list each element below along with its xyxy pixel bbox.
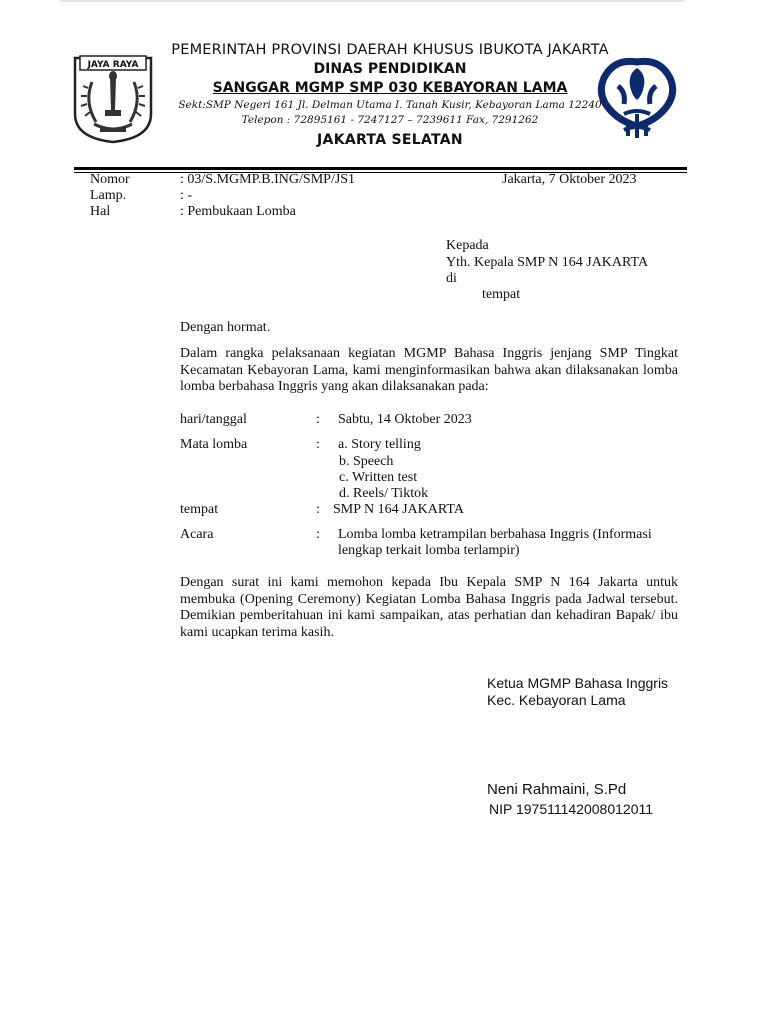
closing-paragraph: Dengan surat ini kami memohon kepada Ibu Kepala SMP N 164 Jakarta untuk membuka (Opening Ceremony) Kegiatan Lomba Bahasa Inggris pada Jadwal tersebut. Demikian pemberitahuan ini kami sampaikan, atas perhatian dan kehadiran Bapak/ ibu kami ucapkan terima kasih. [180,575,678,640]
signatory-name: Neni Rahmaini, S.Pd [487,781,627,798]
letterhead-city: JAKARTA SELATAN [317,132,463,148]
greeting: Dengan hormat. [180,320,271,335]
nomor-value: : 03/S.MGMP.B.ING/SMP/JS1 [180,172,356,187]
event-label: Acara [180,527,214,542]
place-value: SMP N 164 JAKARTA [333,502,464,517]
letterhead-rule-thick [74,167,687,170]
contest-item: b. Speech [339,454,394,469]
letterhead-phone: Telepon : 72895161 - 7247127 – 7239611 Fax, 7291262 [241,114,539,126]
contest-item: d. Reels/ Tiktok [339,486,429,501]
signatory-nip: NIP 197511142008012011 [489,801,654,817]
place-colon: : [316,502,320,517]
event-colon: : [316,527,320,542]
nomor-label: Nomor [90,172,130,187]
place-label: tempat [180,502,219,517]
lamp-label: Lamp. [90,188,127,203]
contest-item: a. Story telling [338,437,421,452]
page-top-border [60,0,685,2]
letterhead-department: DINAS PENDIDIKAN [313,61,467,77]
jakarta-emblem-logo [72,52,154,144]
recipient-name: Yth. Kepala SMP N 164 JAKARTA [446,255,649,270]
day-label: hari/tanggal [180,412,247,427]
event-value-line1: Lomba lomba ketrampilan berbahasa Inggris (Informasi [338,527,652,542]
day-colon: : [316,412,320,427]
letterhead-government: PEMERINTAH PROVINSI DAERAH KHUSUS IBUKOTA JAKARTA [171,42,609,58]
contest-item: c. Written test [339,470,418,485]
logo-motto-text: JAYA RAYA [87,60,139,70]
lamp-value: : - [180,188,193,203]
event-value-line2: lengkap terkait lomba terlampir) [338,543,520,558]
hal-label: Hal [90,204,111,219]
hal-value: : Pembukaan Lomba [180,204,296,219]
contest-label: Mata lomba [180,437,248,452]
place-date: Jakarta, 7 Oktober 2023 [502,172,637,187]
letterhead [160,40,620,152]
recipient-kepada: Kepada [446,238,489,253]
signature-title-2: Kec. Kebayoran Lama [487,692,626,708]
letterhead-organization: SANGGAR MGMP SMP 030 KEBAYORAN LAMA [212,80,568,96]
contest-colon: : [316,437,320,452]
recipient-di: di [446,271,457,286]
letterhead-address: Sekt:SMP Negeri 161 Jl. Delman Utama I. Tanah Kusir, Kebayoran Lama 12240 [178,99,602,111]
intro-paragraph: Dalam rangka pelaksanaan kegiatan MGMP Bahasa Inggris jenjang SMP Tingkat Kecamatan Kebayoran Lama, kami menginformasikan bahwa akan dilaksanakan lomba lomba berbahasa Inggris yang akan dilaksanakan pada: [180,346,678,394]
signature-title-1: Ketua MGMP Bahasa Inggris [487,675,669,691]
recipient-tempat: tempat [482,287,521,302]
day-value: Sabtu, 14 Oktober 2023 [338,412,472,427]
